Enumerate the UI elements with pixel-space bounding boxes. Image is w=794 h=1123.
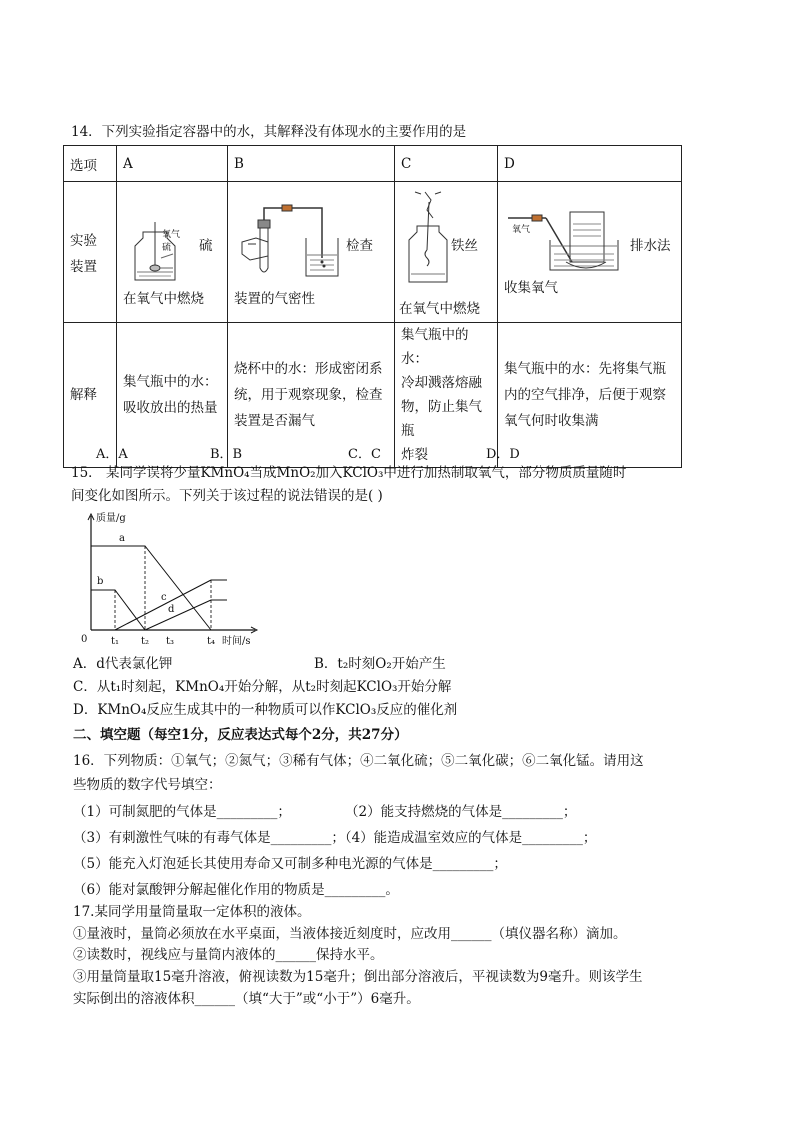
q17-item-1: ①量液时，量筒必须放在水平桌面，当液体接近刻度时，应改用______（填仪器名称）滴加。 <box>73 926 627 942</box>
table-header-a: A <box>117 146 228 182</box>
series-d-line <box>145 600 211 630</box>
q15-option-a[interactable]: A．d代表氯化钾 <box>73 656 173 672</box>
series-c-line <box>115 580 211 630</box>
series-b-line <box>91 590 145 630</box>
x-tick-label: t₂ <box>141 636 150 647</box>
water-displacement-apparatus <box>506 210 626 274</box>
q15-option-b[interactable]: B．t₂时刻O₂开始产生 <box>314 656 446 672</box>
device-d-cell: 氧气 排水法 收集氧气 <box>498 182 682 323</box>
q17-item-3-cont: 实际倒出的溶液体积______（填“大于”或“小于”）6毫升。 <box>73 991 420 1007</box>
x-tick-label: t₄ <box>207 636 216 647</box>
q17-item-2: ②读数时，视线应与量筒内液体的______保持水平。 <box>73 947 384 963</box>
sulfur-combustion-apparatus <box>125 222 195 282</box>
q15-stem-line2: 间变化如图所示。下列关于该过程的说法错误的是( ) <box>71 488 383 504</box>
q14-choice-c[interactable]: C．C <box>348 447 381 462</box>
x-tick-label: t₃ <box>166 636 175 647</box>
series-b-label: b <box>97 576 104 587</box>
x-axis-label: 时间/s <box>222 636 251 647</box>
explain-d: 集气瓶中的水：先将集气瓶 内的空气排净，后便于观察 氧气何时收集满 <box>498 323 682 468</box>
q16-item-6: （6）能对氯酸钾分解起催化作用的物质是_________。 <box>73 882 399 898</box>
iron-wire-combustion-apparatus <box>401 190 455 285</box>
q16-stem: 16．下列物质：①氧气；②氮气；③稀有气体；④二氧化硫；⑤二氧化碳；⑥二氧化锰。请用这 <box>73 753 644 769</box>
mass-time-chart <box>75 508 285 648</box>
airtightness-test-apparatus <box>234 200 344 280</box>
explain-c: 集气瓶中的水： 冷却溅落熔融 物，防止集气瓶 炸裂 <box>395 323 498 468</box>
device-c-cell: 铁丝 在氧气中燃烧 <box>395 182 498 323</box>
device-a-cell: 氧气 硫 硫 在氧气中燃烧 <box>117 182 228 323</box>
q14-stem: 14．下列实验指定容器中的水，其解释没有体现水的主要作用的是 <box>71 124 467 140</box>
q15-option-d[interactable]: D．KMnO₄反应生成其中的一种物质可以作KClO₃反应的催化剂 <box>73 702 458 718</box>
q15-option-c[interactable]: C．从t₁时刻起，KMnO₄开始分解，从t₂时刻起KClO₃开始分解 <box>73 679 452 695</box>
q16-item-5: （5）能充入灯泡延长其使用寿命又可制多种电光源的气体是_________； <box>73 856 507 872</box>
experiment-table <box>63 145 682 468</box>
table-header-c: C <box>395 146 498 182</box>
q17-stem: 17.某同学用量筒量取一定体积的液体。 <box>73 904 311 920</box>
x-tick-label: t₁ <box>111 636 120 647</box>
q14-choice-a[interactable]: A．A <box>96 447 128 462</box>
q16-stem-2: 些物质的数字代号填空： <box>73 777 222 793</box>
q17-item-3: ③用量筒量取15毫升溶液，俯视读数为15毫升；倒出部分溶液后，平视读数为9毫升。则该学生 <box>73 969 643 985</box>
explain-a: 集气瓶中的水： 吸收放出的热量 <box>117 323 228 468</box>
explain-b: 烧杯中的水：形成密闭系 统，用于观察现象，检查 装置是否漏气 <box>228 323 395 468</box>
q16-item-1: （1）可制氮肥的气体是_________； <box>73 804 291 820</box>
device-b-cell: 检查 装置的气密性 <box>228 182 395 323</box>
series-d-label: d <box>168 604 175 615</box>
row-label-device: 实验 装置 <box>64 182 117 323</box>
series-c-label: c <box>161 592 167 603</box>
series-a-label: a <box>119 533 125 544</box>
row-label-explain: 解释 <box>64 323 117 468</box>
origin-label: 0 <box>81 634 88 645</box>
section-2-title: 二、填空题（每空1分，反应表达式每个2分，共27分） <box>73 727 408 743</box>
series-a-line <box>91 546 211 630</box>
q15-stem-line1: 15． 某同学误将少量KMnO₄当成MnO₂加入KClO₃中进行加热制取氧气，部分物质质量随时 <box>71 465 627 481</box>
q16-item-3-4: （3）有刺激性气味的有毒气体是_________；（4）能造成温室效应的气体是_________； <box>73 830 597 846</box>
q14-choice-b[interactable]: B．B <box>210 447 243 462</box>
table-header-b: B <box>228 146 395 182</box>
q14-choice-d[interactable]: D．D <box>486 447 520 462</box>
table-header-option: 选项 <box>64 146 117 182</box>
table-header-d: D <box>498 146 682 182</box>
y-axis-label: 质量/g <box>96 513 126 524</box>
q16-item-2: （2）能支持燃烧的气体是_________； <box>345 804 577 820</box>
